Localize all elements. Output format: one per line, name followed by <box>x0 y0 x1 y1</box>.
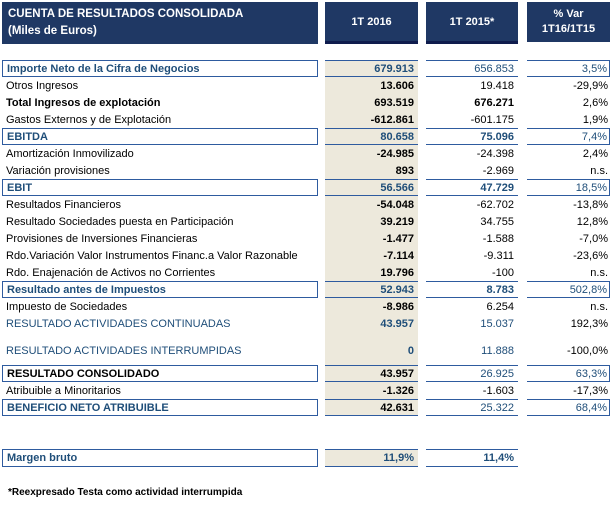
table-title: CUENTA DE RESULTADOS CONSOLIDADA <box>8 8 244 20</box>
value-var: 1,9% <box>582 113 608 126</box>
row-label: RESULTADO ACTIVIDADES INTERRUMPIDAS <box>6 344 242 357</box>
row-label: EBITDA <box>2 128 318 145</box>
value-1t2015: -100 <box>491 266 514 279</box>
table-row <box>2 230 613 247</box>
value-1t2015: 8.783 <box>426 281 518 298</box>
value-var: -17,3% <box>573 384 608 397</box>
value-1t2015: 11,4% <box>426 449 518 467</box>
value-var: 63,3% <box>527 365 610 382</box>
value-1t2016: -1.326 <box>325 382 418 399</box>
value-1t2015: 6.254 <box>486 300 514 313</box>
table-body <box>2 60 613 467</box>
value-var: -100,0% <box>567 344 608 357</box>
row-label: Impuesto de Sociedades <box>6 300 128 313</box>
value-1t2015: 11.888 <box>481 344 514 357</box>
value-var: 68,4% <box>527 399 610 416</box>
table-row <box>2 179 613 196</box>
row-label: Resultado Sociedades puesta en Participación <box>6 215 234 228</box>
row-label: Atribuible a Minoritarios <box>6 384 121 397</box>
value-1t2016: 13.606 <box>325 77 418 94</box>
value-1t2015: 75.096 <box>426 128 518 145</box>
table-row <box>2 382 613 399</box>
value-1t2016: 43.957 <box>325 315 418 332</box>
table-row <box>2 128 613 145</box>
value-1t2015: 656.853 <box>426 60 518 77</box>
row-label: Gastos Externos y de Explotación <box>6 113 172 126</box>
row-label: Total Ingresos de explotación <box>6 96 161 109</box>
value-1t2015: -2.969 <box>482 164 514 177</box>
value-var: 2,6% <box>582 96 608 109</box>
table-row <box>2 315 613 332</box>
table-row <box>2 298 613 315</box>
value-1t2015: -62.702 <box>476 198 514 211</box>
value-1t2015: 47.729 <box>426 179 518 196</box>
row-label: Resultados Financieros <box>6 198 121 211</box>
table-row <box>2 399 613 416</box>
table-row <box>2 77 613 94</box>
table-row <box>2 365 613 382</box>
table-row <box>2 94 613 111</box>
value-var: -13,8% <box>573 198 608 211</box>
value-1t2016: 679.913 <box>325 60 418 77</box>
row-label: RESULTADO ACTIVIDADES CONTINUADAS <box>6 317 231 330</box>
value-var: 7,4% <box>527 128 610 145</box>
table-row <box>2 264 613 281</box>
column-header-var <box>527 2 610 42</box>
value-1t2016: 80.658 <box>325 128 418 145</box>
value-1t2015: -24.398 <box>476 147 514 160</box>
value-var: -7,0% <box>579 232 608 245</box>
row-label: BENEFICIO NETO ATRIBUIBLE <box>2 399 318 416</box>
row-label: RESULTADO CONSOLIDADO <box>2 365 318 382</box>
value-1t2015: 25.322 <box>426 399 518 416</box>
table-row <box>2 60 613 77</box>
value-1t2016: 19.796 <box>325 264 418 281</box>
value-1t2016: -7.114 <box>325 247 418 264</box>
table-row <box>2 247 613 264</box>
row-label: Variación provisiones <box>6 164 110 177</box>
footnote: *Reexpresado Testa como actividad interrumpida <box>8 487 243 498</box>
value-1t2015: -9.311 <box>483 249 514 262</box>
column-header-var-line2: 1T16/1T15 <box>541 23 596 35</box>
value-1t2016: 52.943 <box>325 281 418 298</box>
table-row <box>2 111 613 128</box>
value-1t2016: 893 <box>325 162 418 179</box>
value-var: 18,5% <box>527 179 610 196</box>
value-1t2016: -54.048 <box>325 196 418 213</box>
value-1t2016: 0 <box>325 342 418 359</box>
value-1t2016: -8.986 <box>325 298 418 315</box>
table-row <box>2 342 613 359</box>
row-label: Amortización Inmovilizado <box>6 147 134 160</box>
value-1t2016: 11,9% <box>325 449 418 467</box>
value-1t2015: 34.755 <box>480 215 514 228</box>
section-gap <box>2 416 613 449</box>
table-row <box>2 162 613 179</box>
value-var: -23,6% <box>573 249 608 262</box>
column-header-1t2016: 1T 2016 <box>325 2 418 44</box>
row-label: Resultado antes de Impuestos <box>2 281 318 298</box>
value-1t2015: 26.925 <box>426 365 518 382</box>
value-var: 12,8% <box>576 215 608 228</box>
value-1t2015: -1.603 <box>482 384 514 397</box>
table-row <box>2 145 613 162</box>
table-subtitle: (Miles de Euros) <box>8 25 97 37</box>
table-row <box>2 213 613 230</box>
row-label: Margen bruto <box>2 449 318 467</box>
value-var: n.s. <box>590 164 608 177</box>
value-1t2016: 42.631 <box>325 399 418 416</box>
value-var <box>527 449 610 467</box>
value-1t2015: 19.418 <box>480 79 514 92</box>
margin-row <box>2 449 613 467</box>
value-1t2016: 43.957 <box>325 365 418 382</box>
value-var: n.s. <box>590 266 608 279</box>
spacer-row <box>2 332 613 342</box>
row-label: Rdo.Variación Valor Instrumentos Financ.a Valor Razonable <box>6 249 298 262</box>
row-label: Rdo. Enajenación de Activos no Corrientes <box>6 266 216 279</box>
table-header <box>2 2 613 44</box>
value-1t2016: 693.519 <box>325 94 418 111</box>
value-1t2016: -612.861 <box>325 111 418 128</box>
value-1t2016: -24.985 <box>325 145 418 162</box>
value-1t2015: 676.271 <box>474 96 514 109</box>
value-var: n.s. <box>590 300 608 313</box>
column-header-var-line1: % Var <box>553 8 584 20</box>
value-1t2016: -1.477 <box>325 230 418 247</box>
table-row <box>2 281 613 298</box>
value-var: -29,9% <box>573 79 608 92</box>
row-label: Importe Neto de la Cifra de Negocios <box>2 60 318 77</box>
table-row <box>2 196 613 213</box>
value-var: 3,5% <box>527 60 610 77</box>
value-1t2016: 56.566 <box>325 179 418 196</box>
column-header-1t2015: 1T 2015* <box>426 2 518 44</box>
value-1t2015: -1.588 <box>482 232 514 245</box>
value-1t2015: 15.037 <box>480 317 514 330</box>
value-var: 192,3% <box>570 317 608 330</box>
row-label: Otros Ingresos <box>6 79 79 92</box>
value-var: 2,4% <box>582 147 608 160</box>
row-label: Provisiones de Inversiones Financieras <box>6 232 198 245</box>
row-label: EBIT <box>2 179 318 196</box>
table-title-block <box>2 2 318 44</box>
value-1t2015: -601.175 <box>470 113 514 126</box>
value-1t2016: 39.219 <box>325 213 418 230</box>
value-var: 502,8% <box>527 281 610 298</box>
